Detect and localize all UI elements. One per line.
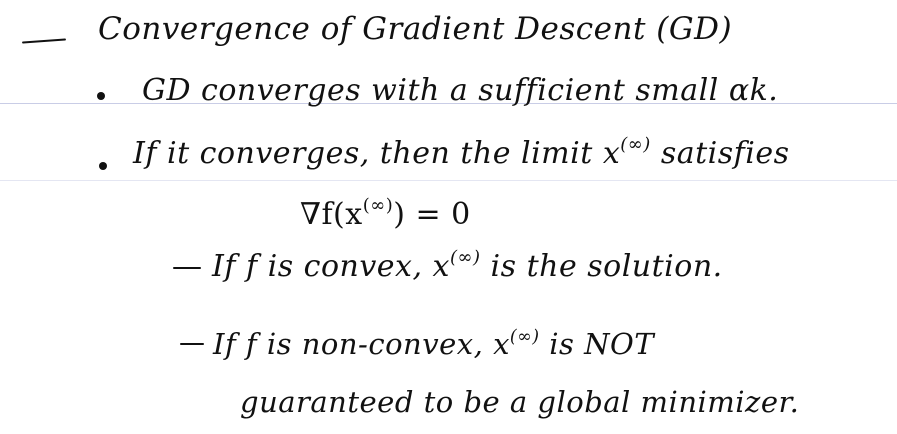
bullet-1-alpha: αk.	[728, 73, 779, 108]
sub-point-1	[212, 247, 723, 284]
equation-sup: (∞)	[362, 195, 394, 217]
bullet-2-text-end: satisfies	[650, 136, 790, 171]
equation-lhs: ∇f(x	[300, 197, 363, 232]
sub-1-text: If f is convex,	[212, 249, 433, 284]
sub-point-2	[213, 326, 655, 361]
bullet-1-text: GD converges with a sufficient small	[142, 73, 729, 108]
sub-1-sup: (∞)	[449, 247, 481, 269]
sub-2-text-end: is NOT	[539, 327, 655, 361]
ruled-line-middle	[0, 180, 897, 181]
bullet-2-text: If it converges, then the limit	[133, 136, 603, 171]
bullet-1	[142, 73, 779, 108]
sub-1-dash	[173, 267, 201, 269]
bullet-2-dot	[99, 162, 107, 170]
sub-2-sup: (∞)	[509, 326, 540, 347]
bullet-2-x: x	[602, 136, 621, 171]
heading: Convergence of Gradient Descent (GD)	[98, 11, 733, 47]
sub-2-dash	[180, 343, 204, 345]
bullet-1-dot	[97, 92, 105, 100]
bullet-2	[133, 134, 790, 171]
sub-2-text: If f is non-convex,	[213, 327, 494, 361]
bullet-2-sup: (∞)	[620, 134, 651, 156]
gradient-equation	[300, 195, 471, 232]
sub-2-x: x	[493, 327, 510, 361]
equation-rhs: ) = 0	[393, 197, 471, 232]
heading-dash	[22, 38, 66, 43]
sub-point-2-continuation: guaranteed to be a global minimizer.	[240, 385, 800, 419]
sub-1-x: x	[432, 249, 450, 284]
sub-1-text-end: is the solution.	[480, 249, 723, 284]
